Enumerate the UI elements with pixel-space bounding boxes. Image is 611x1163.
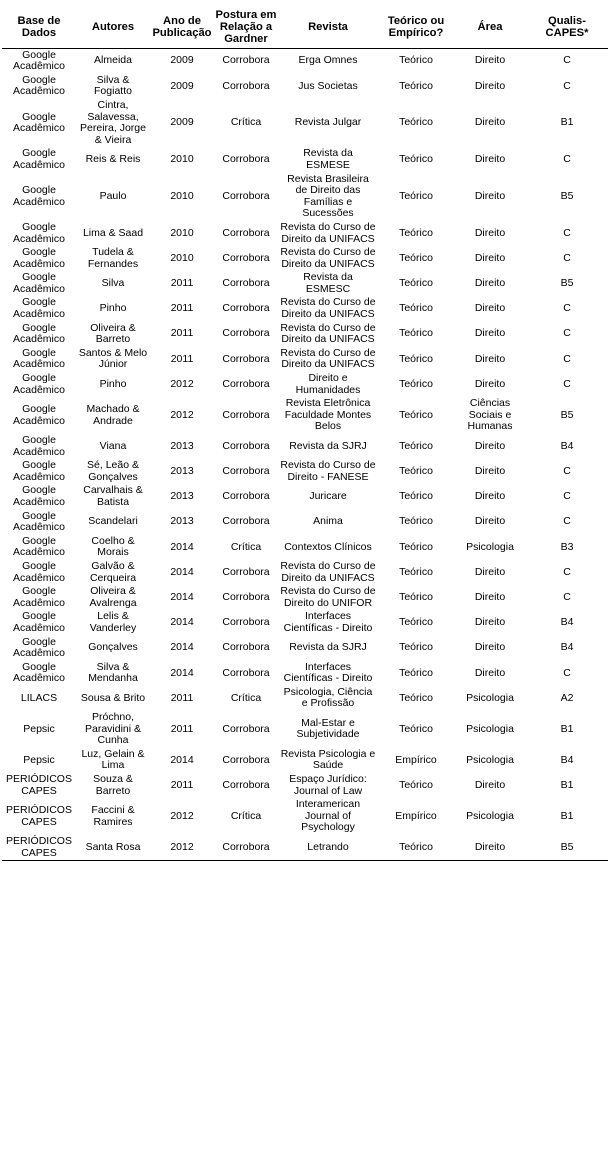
table-row xyxy=(2,372,608,397)
cell-tipo: Teórico xyxy=(399,666,433,679)
cell-area: Direito xyxy=(474,54,506,67)
cell-postura: Corrobora xyxy=(222,616,270,629)
cell-base: PERIÓDICOS CAPES xyxy=(6,804,72,828)
cell-area: Direito xyxy=(474,515,506,528)
col-header-base: Base de Dados xyxy=(2,8,76,48)
cell-area: Direito xyxy=(474,616,506,629)
cell-revista: Psicologia, Ciência e Profissão xyxy=(283,685,373,710)
table-row xyxy=(2,347,608,372)
cell-area: Psicologia xyxy=(466,691,514,704)
cell-ano: 2011 xyxy=(170,722,194,735)
cell-area: Direito xyxy=(474,153,506,166)
cell-tipo: Teórico xyxy=(399,722,433,735)
cell-autores: Lima & Saad xyxy=(82,226,144,239)
cell-revista: Revista do Curso de Direito - FANESE xyxy=(280,459,376,483)
cell-qualis: B5 xyxy=(526,835,608,861)
cell-postura: Corrobora xyxy=(222,377,270,390)
col-header-postura: Postura em Relação a Gardner xyxy=(214,8,278,48)
cell-autores: Sousa & Brito xyxy=(80,691,146,704)
cell-revista: Revista da ESMESE xyxy=(303,147,353,171)
cell-ano: 2013 xyxy=(170,465,194,477)
table-row xyxy=(2,610,608,635)
cell-tipo: Teórico xyxy=(399,153,433,166)
cell-revista: Revista Julgar xyxy=(294,116,362,129)
cell-postura: Corrobora xyxy=(222,54,270,67)
cell-qualis: C xyxy=(563,251,571,264)
cell-base: Google Acadêmico xyxy=(13,559,65,584)
cell-area: Psicologia xyxy=(466,722,514,735)
cell-base: PERIÓDICOS CAPES xyxy=(2,835,76,861)
cell-qualis: C xyxy=(563,515,571,528)
cell-qualis: C xyxy=(563,153,571,166)
cell-postura: Corrobora xyxy=(222,153,270,166)
cell-ano: 2013 xyxy=(170,515,194,528)
cell-revista: Erga Omnes xyxy=(298,54,358,67)
cell-tipo: Teórico xyxy=(399,641,433,654)
cell-ano: 2014 xyxy=(170,666,194,679)
cell-revista: Letrando xyxy=(278,835,378,861)
cell-postura: Corrobora xyxy=(222,778,270,791)
cell-postura: Corrobora xyxy=(222,590,270,603)
cell-autores: Tudela & Fernandes xyxy=(87,246,139,270)
cell-base: Google Acadêmico xyxy=(13,184,65,208)
cell-qualis: C xyxy=(563,327,571,340)
cell-base: Google Acadêmico xyxy=(13,346,65,371)
table-row xyxy=(2,484,608,509)
cell-qualis: B4 xyxy=(560,616,574,629)
cell-tipo: Teórico xyxy=(399,778,433,791)
cell-area: Direito xyxy=(474,565,506,578)
cell-ano: 2014 xyxy=(170,616,194,629)
table-row xyxy=(2,585,608,610)
cell-autores: Luz, Gelain & Lima xyxy=(81,747,145,772)
cell-tipo: Teórico xyxy=(399,565,433,578)
cell-tipo: Teórico xyxy=(399,251,433,264)
header-row xyxy=(2,8,608,48)
table-row xyxy=(2,147,608,172)
cell-area: Direito xyxy=(474,79,506,92)
cell-revista: Mal-Estar e Subjetividade xyxy=(296,716,360,741)
cell-base: Google Acadêmico xyxy=(13,147,65,171)
cell-qualis: C xyxy=(563,54,571,67)
cell-ano: 2010 xyxy=(170,153,194,166)
cell-autores: Coelho & Morais xyxy=(91,534,135,559)
cell-qualis: B5 xyxy=(560,408,574,421)
cell-base: Google Acadêmico xyxy=(13,372,65,396)
cell-revista: Espaço Jurídico: Journal of Law xyxy=(289,773,367,797)
cell-revista: Interfaces Científicas - Direito xyxy=(283,610,373,634)
cell-autores: Gonçalves xyxy=(88,641,138,654)
cell-qualis: C xyxy=(563,490,571,503)
cell-postura: Corrobora xyxy=(222,515,270,528)
cell-ano: 2012 xyxy=(170,408,194,421)
cell-postura: Corrobora xyxy=(222,465,270,477)
cell-base: Google Acadêmico xyxy=(13,271,65,295)
cell-ano: 2014 xyxy=(170,753,194,766)
cell-base: Google Acadêmico xyxy=(13,534,65,559)
cell-tipo: Teórico xyxy=(399,490,433,503)
cell-postura: Corrobora xyxy=(222,327,270,340)
cell-ano: 2012 xyxy=(170,809,194,822)
table-row xyxy=(2,173,608,221)
col-header-qualis: Qualis-CAPES* xyxy=(526,8,608,48)
cell-tipo: Teórico xyxy=(399,377,433,390)
cell-base: Google Acadêmico xyxy=(13,296,65,321)
cell-revista: Anima xyxy=(313,515,343,528)
cell-ano: 2012 xyxy=(170,377,194,390)
cell-revista: Revista da SJRJ xyxy=(289,439,367,452)
cell-tipo: Empírico xyxy=(395,809,437,822)
cell-qualis: B5 xyxy=(560,277,574,290)
cell-area: Direito xyxy=(474,377,506,390)
cell-qualis: B4 xyxy=(560,439,574,452)
cell-autores: Próchno, Paravidini & Cunha xyxy=(84,711,142,747)
cell-postura: Corrobora xyxy=(222,302,270,315)
cell-qualis: C xyxy=(563,226,571,239)
table-row xyxy=(2,74,608,99)
cell-qualis: C xyxy=(563,590,571,603)
cell-area: Direito xyxy=(474,189,506,202)
cell-autores: Oliveira & Barreto xyxy=(90,321,136,346)
cell-postura: Corrobora xyxy=(214,835,278,861)
cell-area: Direito xyxy=(474,226,506,239)
table-row xyxy=(2,271,608,296)
cell-postura: Crítica xyxy=(230,116,262,129)
cell-tipo: Teórico xyxy=(399,189,433,202)
table-row xyxy=(2,459,608,484)
cell-postura: Corrobora xyxy=(222,251,270,264)
cell-tipo: Teórico xyxy=(399,616,433,629)
cell-ano: 2014 xyxy=(170,540,194,553)
cell-ano: 2011 xyxy=(170,691,194,704)
table-row xyxy=(2,711,608,748)
cell-autores: Reis & Reis xyxy=(85,153,141,166)
cell-qualis: B1 xyxy=(560,778,574,791)
cell-area: Direito xyxy=(474,251,506,264)
cell-qualis: C xyxy=(563,352,571,365)
cell-ano: 2013 xyxy=(170,490,194,503)
cell-qualis: C xyxy=(563,666,571,679)
cell-postura: Corrobora xyxy=(222,277,270,290)
cell-autores: Scandelari xyxy=(88,515,138,528)
cell-base: Google Acadêmico xyxy=(13,73,65,98)
cell-tipo: Empírico xyxy=(395,753,437,766)
cell-autores: Viana xyxy=(99,439,127,452)
cell-qualis: C xyxy=(563,79,571,92)
col-header-revista: Revista xyxy=(278,8,378,48)
cell-autores: Paulo xyxy=(99,189,127,202)
cell-area: Ciências Sociais e Humanas xyxy=(467,397,513,433)
cell-area: Direito xyxy=(474,439,506,452)
cell-postura: Corrobora xyxy=(222,666,270,679)
cell-qualis: B5 xyxy=(560,189,574,202)
cell-postura: Corrobora xyxy=(222,641,270,654)
cell-autores: Faccini & Ramires xyxy=(91,804,135,828)
cell-area: Direito xyxy=(474,302,506,315)
cell-postura: Crítica xyxy=(230,809,262,822)
table-row xyxy=(2,686,608,711)
cell-ano: 2014 xyxy=(170,590,194,603)
cell-area: Direito xyxy=(474,778,506,791)
cell-base: Google Acadêmico xyxy=(13,321,65,346)
cell-area: Direito xyxy=(474,641,506,654)
cell-ano: 2010 xyxy=(170,226,194,239)
cell-base: Google Acadêmico xyxy=(13,459,65,483)
cell-area: Psicologia xyxy=(466,809,514,822)
cell-tipo: Teórico xyxy=(399,691,433,704)
cell-area: Psicologia xyxy=(466,540,514,553)
cell-tipo: Teórico xyxy=(399,54,433,67)
col-header-ano: Ano de Publicação xyxy=(150,8,214,48)
cell-tipo: Teórico xyxy=(399,277,433,290)
cell-revista: Revista Brasileira de Direito das Famílias e Sucessões xyxy=(287,172,369,220)
cell-ano: 2010 xyxy=(170,189,194,202)
cell-revista: Revista da SJRJ xyxy=(289,641,367,654)
cell-postura: Corrobora xyxy=(222,565,270,578)
cell-base: Google Acadêmico xyxy=(13,403,65,427)
table-row xyxy=(2,322,608,347)
cell-tipo: Teórico xyxy=(399,439,433,452)
cell-area: Direito xyxy=(474,352,506,365)
table-row xyxy=(2,773,608,798)
table-body xyxy=(2,48,608,861)
cell-postura: Corrobora xyxy=(222,722,270,735)
cell-postura: Corrobora xyxy=(222,189,270,202)
cell-qualis: C xyxy=(563,377,571,390)
cell-ano: 2011 xyxy=(170,778,194,791)
cell-postura: Corrobora xyxy=(222,490,270,503)
col-header-tipo: Teórico ou Empírico? xyxy=(378,8,454,48)
cell-autores: Santa Rosa xyxy=(76,835,150,861)
cell-revista: Revista do Curso de Direito do UNIFOR xyxy=(280,585,376,609)
cell-revista: Juricare xyxy=(309,490,347,503)
cell-postura: Corrobora xyxy=(222,753,270,766)
table-row xyxy=(2,798,608,835)
cell-autores: Pinho xyxy=(99,377,127,390)
cell-autores: Silva & Fogiatto xyxy=(94,73,132,98)
cell-autores: Pinho xyxy=(99,302,127,315)
cell-tipo: Teórico xyxy=(399,465,433,477)
cell-qualis: A2 xyxy=(560,691,574,704)
cell-tipo: Teórico xyxy=(399,590,433,603)
cell-autores: Cintra, Salavessa, Pereira, Jorge & Vieira xyxy=(80,98,146,146)
table-row xyxy=(2,835,608,861)
cell-base: Google Acadêmico xyxy=(13,635,65,660)
cell-area: Psicologia xyxy=(466,753,514,766)
cell-tipo: Teórico xyxy=(378,835,454,861)
cell-tipo: Teórico xyxy=(399,352,433,365)
cell-ano: 2009 xyxy=(170,54,194,67)
cell-base: Pepsic xyxy=(23,722,55,735)
table-row xyxy=(2,560,608,585)
cell-ano: 2013 xyxy=(170,439,194,452)
cell-tipo: Teórico xyxy=(399,226,433,239)
cell-ano: 2011 xyxy=(170,327,194,340)
cell-base: Google Acadêmico xyxy=(13,246,65,270)
studies-table xyxy=(2,8,608,861)
cell-qualis: B1 xyxy=(560,722,574,735)
cell-tipo: Teórico xyxy=(399,540,433,553)
table-row xyxy=(2,535,608,560)
col-header-autores: Autores xyxy=(76,8,150,48)
cell-postura: Corrobora xyxy=(222,352,270,365)
cell-base: Google Acadêmico xyxy=(13,509,65,534)
table-row xyxy=(2,221,608,246)
cell-base: PERIÓDICOS CAPES xyxy=(6,773,72,797)
cell-area: Direito xyxy=(454,835,526,861)
table-row xyxy=(2,434,608,459)
cell-autores: Carvalhais & Batista xyxy=(83,484,143,508)
cell-ano: 2009 xyxy=(170,116,194,129)
cell-area: Direito xyxy=(474,590,506,603)
cell-autores: Oliveira & Avalrenga xyxy=(89,585,137,609)
cell-revista: Direito e Humanidades xyxy=(295,372,361,396)
cell-tipo: Teórico xyxy=(399,79,433,92)
cell-ano: 2014 xyxy=(170,565,194,578)
cell-qualis: B1 xyxy=(560,116,574,129)
cell-base: Google Acadêmico xyxy=(13,220,65,245)
cell-tipo: Teórico xyxy=(399,515,433,528)
table-row xyxy=(2,636,608,661)
cell-tipo: Teórico xyxy=(399,327,433,340)
cell-tipo: Teórico xyxy=(399,408,433,421)
cell-area: Direito xyxy=(474,116,506,129)
cell-autores: Almeida xyxy=(94,54,132,67)
cell-postura: Corrobora xyxy=(222,408,270,421)
table-row xyxy=(2,99,608,147)
table-row xyxy=(2,48,608,74)
cell-qualis: C xyxy=(563,465,571,477)
cell-revista: Revista do Curso de Direito da UNIFACS xyxy=(280,559,376,584)
table-row xyxy=(2,246,608,271)
cell-base: LILACS xyxy=(20,691,58,704)
table-row xyxy=(2,397,608,434)
cell-tipo: Teórico xyxy=(399,116,433,129)
cell-revista: Contextos Clínicos xyxy=(284,540,372,553)
cell-postura: Crítica xyxy=(230,540,262,553)
cell-base: Google Acadêmico xyxy=(13,610,65,634)
cell-base: Google Acadêmico xyxy=(13,660,65,685)
cell-area: Direito xyxy=(474,327,506,340)
cell-autores: Silva & Mendanha xyxy=(88,660,138,685)
cell-qualis: B4 xyxy=(560,753,574,766)
cell-base: Google Acadêmico xyxy=(13,110,65,135)
col-header-area: Área xyxy=(454,8,526,48)
cell-base: Google Acadêmico xyxy=(13,484,65,508)
cell-autores: Silva xyxy=(101,277,125,290)
cell-ano: 2011 xyxy=(170,352,194,365)
cell-revista: Revista da ESMESC xyxy=(303,271,353,295)
cell-ano: 2012 xyxy=(150,835,214,861)
cell-autores: Machado & Andrade xyxy=(86,403,140,427)
cell-autores: Galvão & Cerqueira xyxy=(89,559,137,584)
table-row xyxy=(2,510,608,535)
cell-revista: Revista do Curso de Direito da UNIFACS xyxy=(280,220,376,245)
cell-ano: 2011 xyxy=(170,302,194,315)
cell-ano: 2014 xyxy=(170,641,194,654)
cell-revista: Revista Psicologia e Saúde xyxy=(280,747,376,772)
cell-area: Direito xyxy=(474,490,506,503)
cell-tipo: Teórico xyxy=(399,302,433,315)
cell-postura: Corrobora xyxy=(222,439,270,452)
cell-revista: Interfaces Científicas - Direito xyxy=(283,660,373,685)
cell-postura: Corrobora xyxy=(222,79,270,92)
cell-autores: Santos & Melo Júnior xyxy=(78,346,148,371)
cell-qualis: B1 xyxy=(560,809,574,822)
table-row xyxy=(2,296,608,321)
cell-autores: Lelis & Vanderley xyxy=(89,610,137,634)
cell-revista: Jus Societas xyxy=(298,79,358,92)
cell-qualis: B4 xyxy=(560,641,574,654)
cell-qualis: C xyxy=(563,565,571,578)
cell-base: Google Acadêmico xyxy=(13,434,65,458)
cell-ano: 2010 xyxy=(170,251,194,264)
cell-base: Google Acadêmico xyxy=(13,48,65,73)
cell-qualis: C xyxy=(563,302,571,315)
cell-qualis: B3 xyxy=(560,540,574,553)
table-row xyxy=(2,748,608,773)
cell-revista: Revista do Curso de Direito da UNIFACS xyxy=(280,296,376,321)
cell-base: Google Acadêmico xyxy=(13,585,65,609)
table-row xyxy=(2,661,608,686)
cell-revista: Revista Eletrônica Faculdade Montes Belos xyxy=(284,397,372,433)
cell-base: Pepsic xyxy=(23,753,55,766)
cell-ano: 2009 xyxy=(170,79,194,92)
cell-area: Direito xyxy=(474,666,506,679)
cell-revista: Revista do Curso de Direito da UNIFACS xyxy=(280,321,376,346)
cell-revista: Revista do Curso de Direito da UNIFACS xyxy=(280,246,376,270)
cell-ano: 2011 xyxy=(170,277,194,290)
cell-area: Direito xyxy=(474,277,506,290)
cell-postura: Corrobora xyxy=(222,226,270,239)
cell-area: Direito xyxy=(474,465,506,477)
cell-autores: Sé, Leão & Gonçalves xyxy=(87,459,139,483)
cell-autores: Souza & Barreto xyxy=(93,773,133,797)
cell-revista: Revista do Curso de Direito da UNIFACS xyxy=(280,346,376,371)
cell-postura: Crítica xyxy=(230,691,262,704)
cell-revista: Interamerican Journal of Psychology xyxy=(295,798,361,834)
